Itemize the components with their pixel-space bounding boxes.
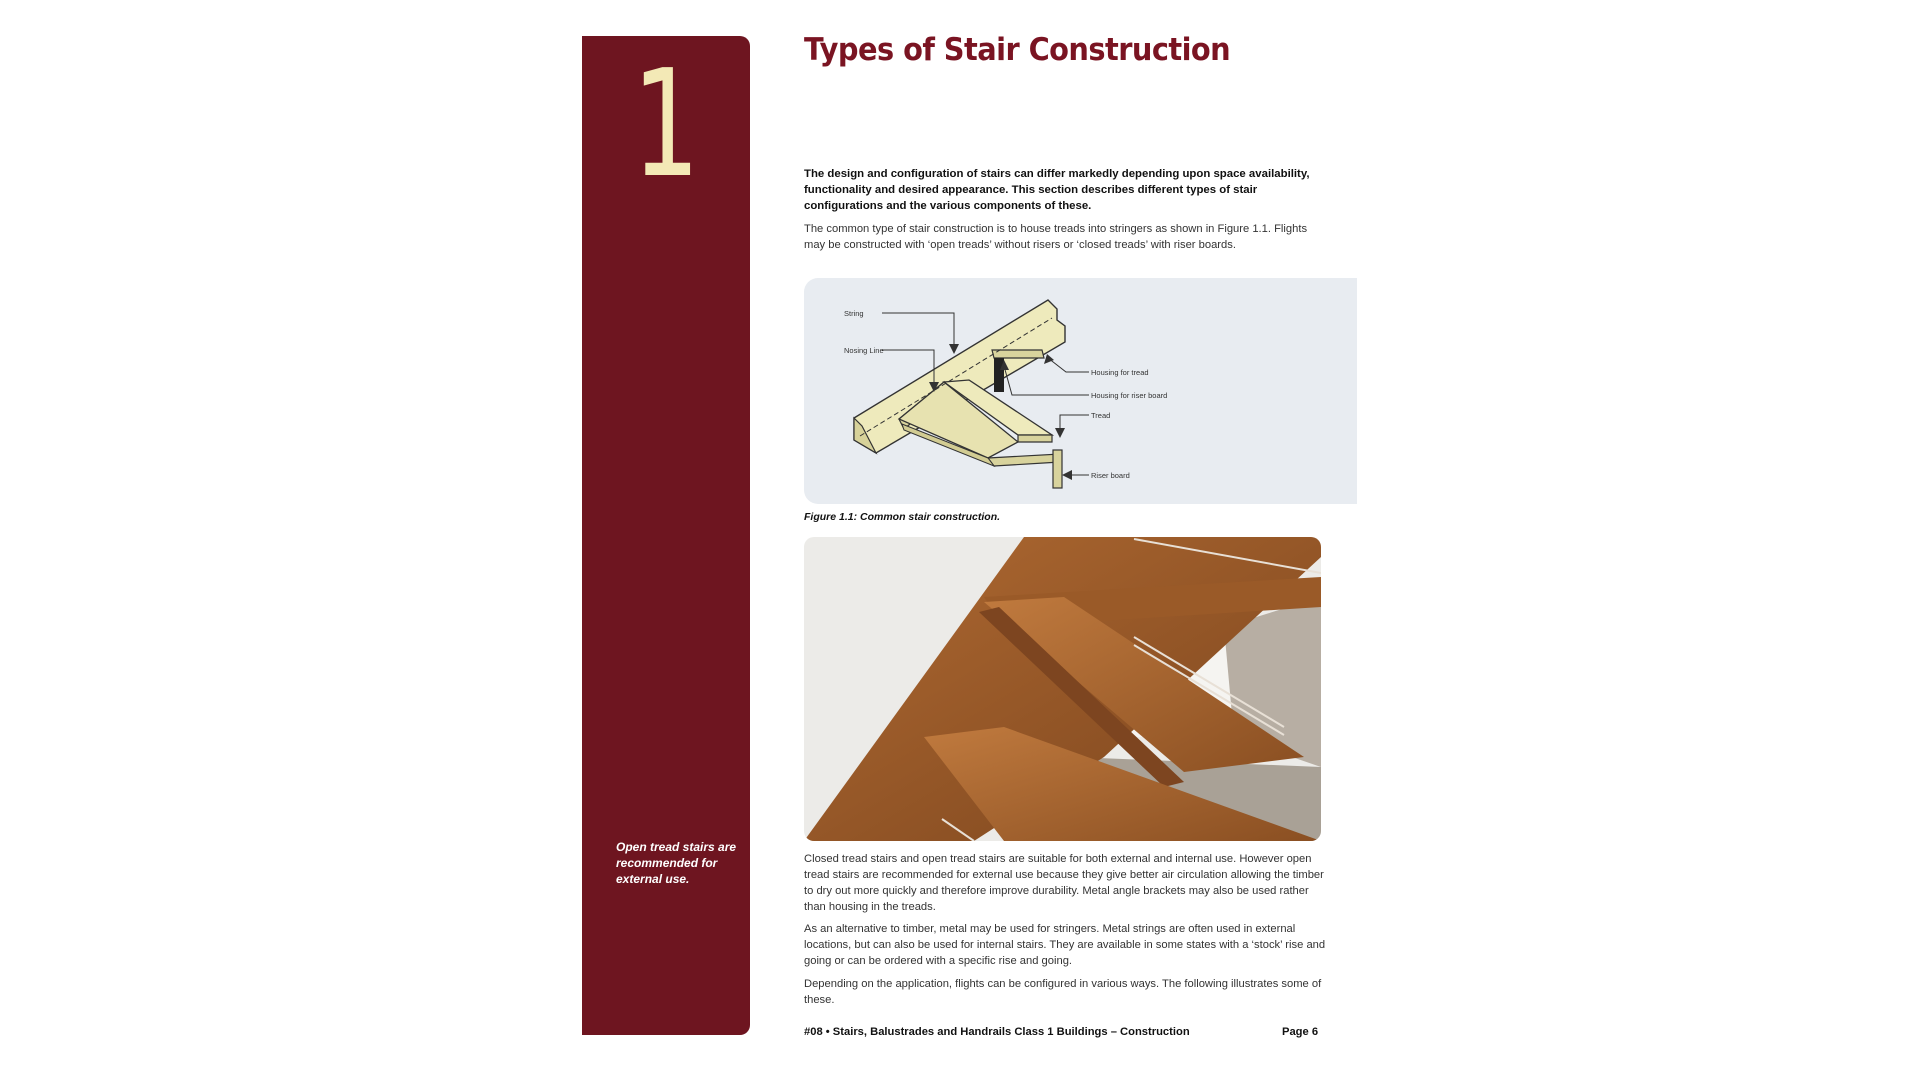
body-paragraph-3: As an alternative to timber, metal may be used for stringers. Metal strings are often used in external locations, but can also be used for internal stairs. They are available in some states with a ‘stock’ rise and going or can be ordered with a specific rise and going. [804, 923, 1326, 967]
label-housing-tread: Housing for tread [1091, 368, 1149, 377]
stair-photo [804, 537, 1321, 841]
stair-construction-figure [804, 278, 1357, 504]
page-title: Types of Stair Construction [804, 32, 1231, 68]
footer-page-number: Page 6 [1282, 1026, 1319, 1038]
body-paragraph-4: Depending on the application, flights can be configured in various ways. The following illustrates some of these. [804, 978, 1322, 1006]
label-tread: Tread [1091, 411, 1111, 420]
figure-caption: Figure 1.1: Common stair construction. [804, 511, 1001, 523]
chapter-number: 1 [632, 38, 700, 210]
label-riser-board: Riser board [1091, 471, 1130, 480]
stair-diagram [804, 278, 1357, 504]
lead-paragraph: The design and configuration of stairs can differ markedly depending upon space availability, functionality and desired appearance. This section describes different types of stair configurations and the various components of these. [804, 168, 1310, 212]
sidebar-note: Open tread stairs are recommended for external use. [616, 840, 737, 886]
label-nosing-line: Nosing Line [844, 346, 884, 355]
body-paragraph-2: Closed tread stairs and open tread stairs are suitable for both external and internal use. However open tread stairs are recommended for external use because they give better air circulation allowing the timber to dry out more quickly and therefore improve durability. Metal angle brackets may also be used rather than housing in the treads. [804, 853, 1324, 913]
body-paragraph-1: The common type of stair construction is to house treads into stringers as shown in Figure 1.1. Flights may be constructed with ‘open treads’ without risers or ‘closed treads’ with riser boards. [804, 223, 1308, 251]
label-housing-riser: Housing for riser board [1091, 391, 1168, 400]
chapter-sidebar [582, 36, 750, 1035]
footer-document-title: #08 • Stairs, Balustrades and Handrails Class 1 Buildings – Construction [804, 1026, 1190, 1038]
label-string: String [844, 309, 864, 318]
